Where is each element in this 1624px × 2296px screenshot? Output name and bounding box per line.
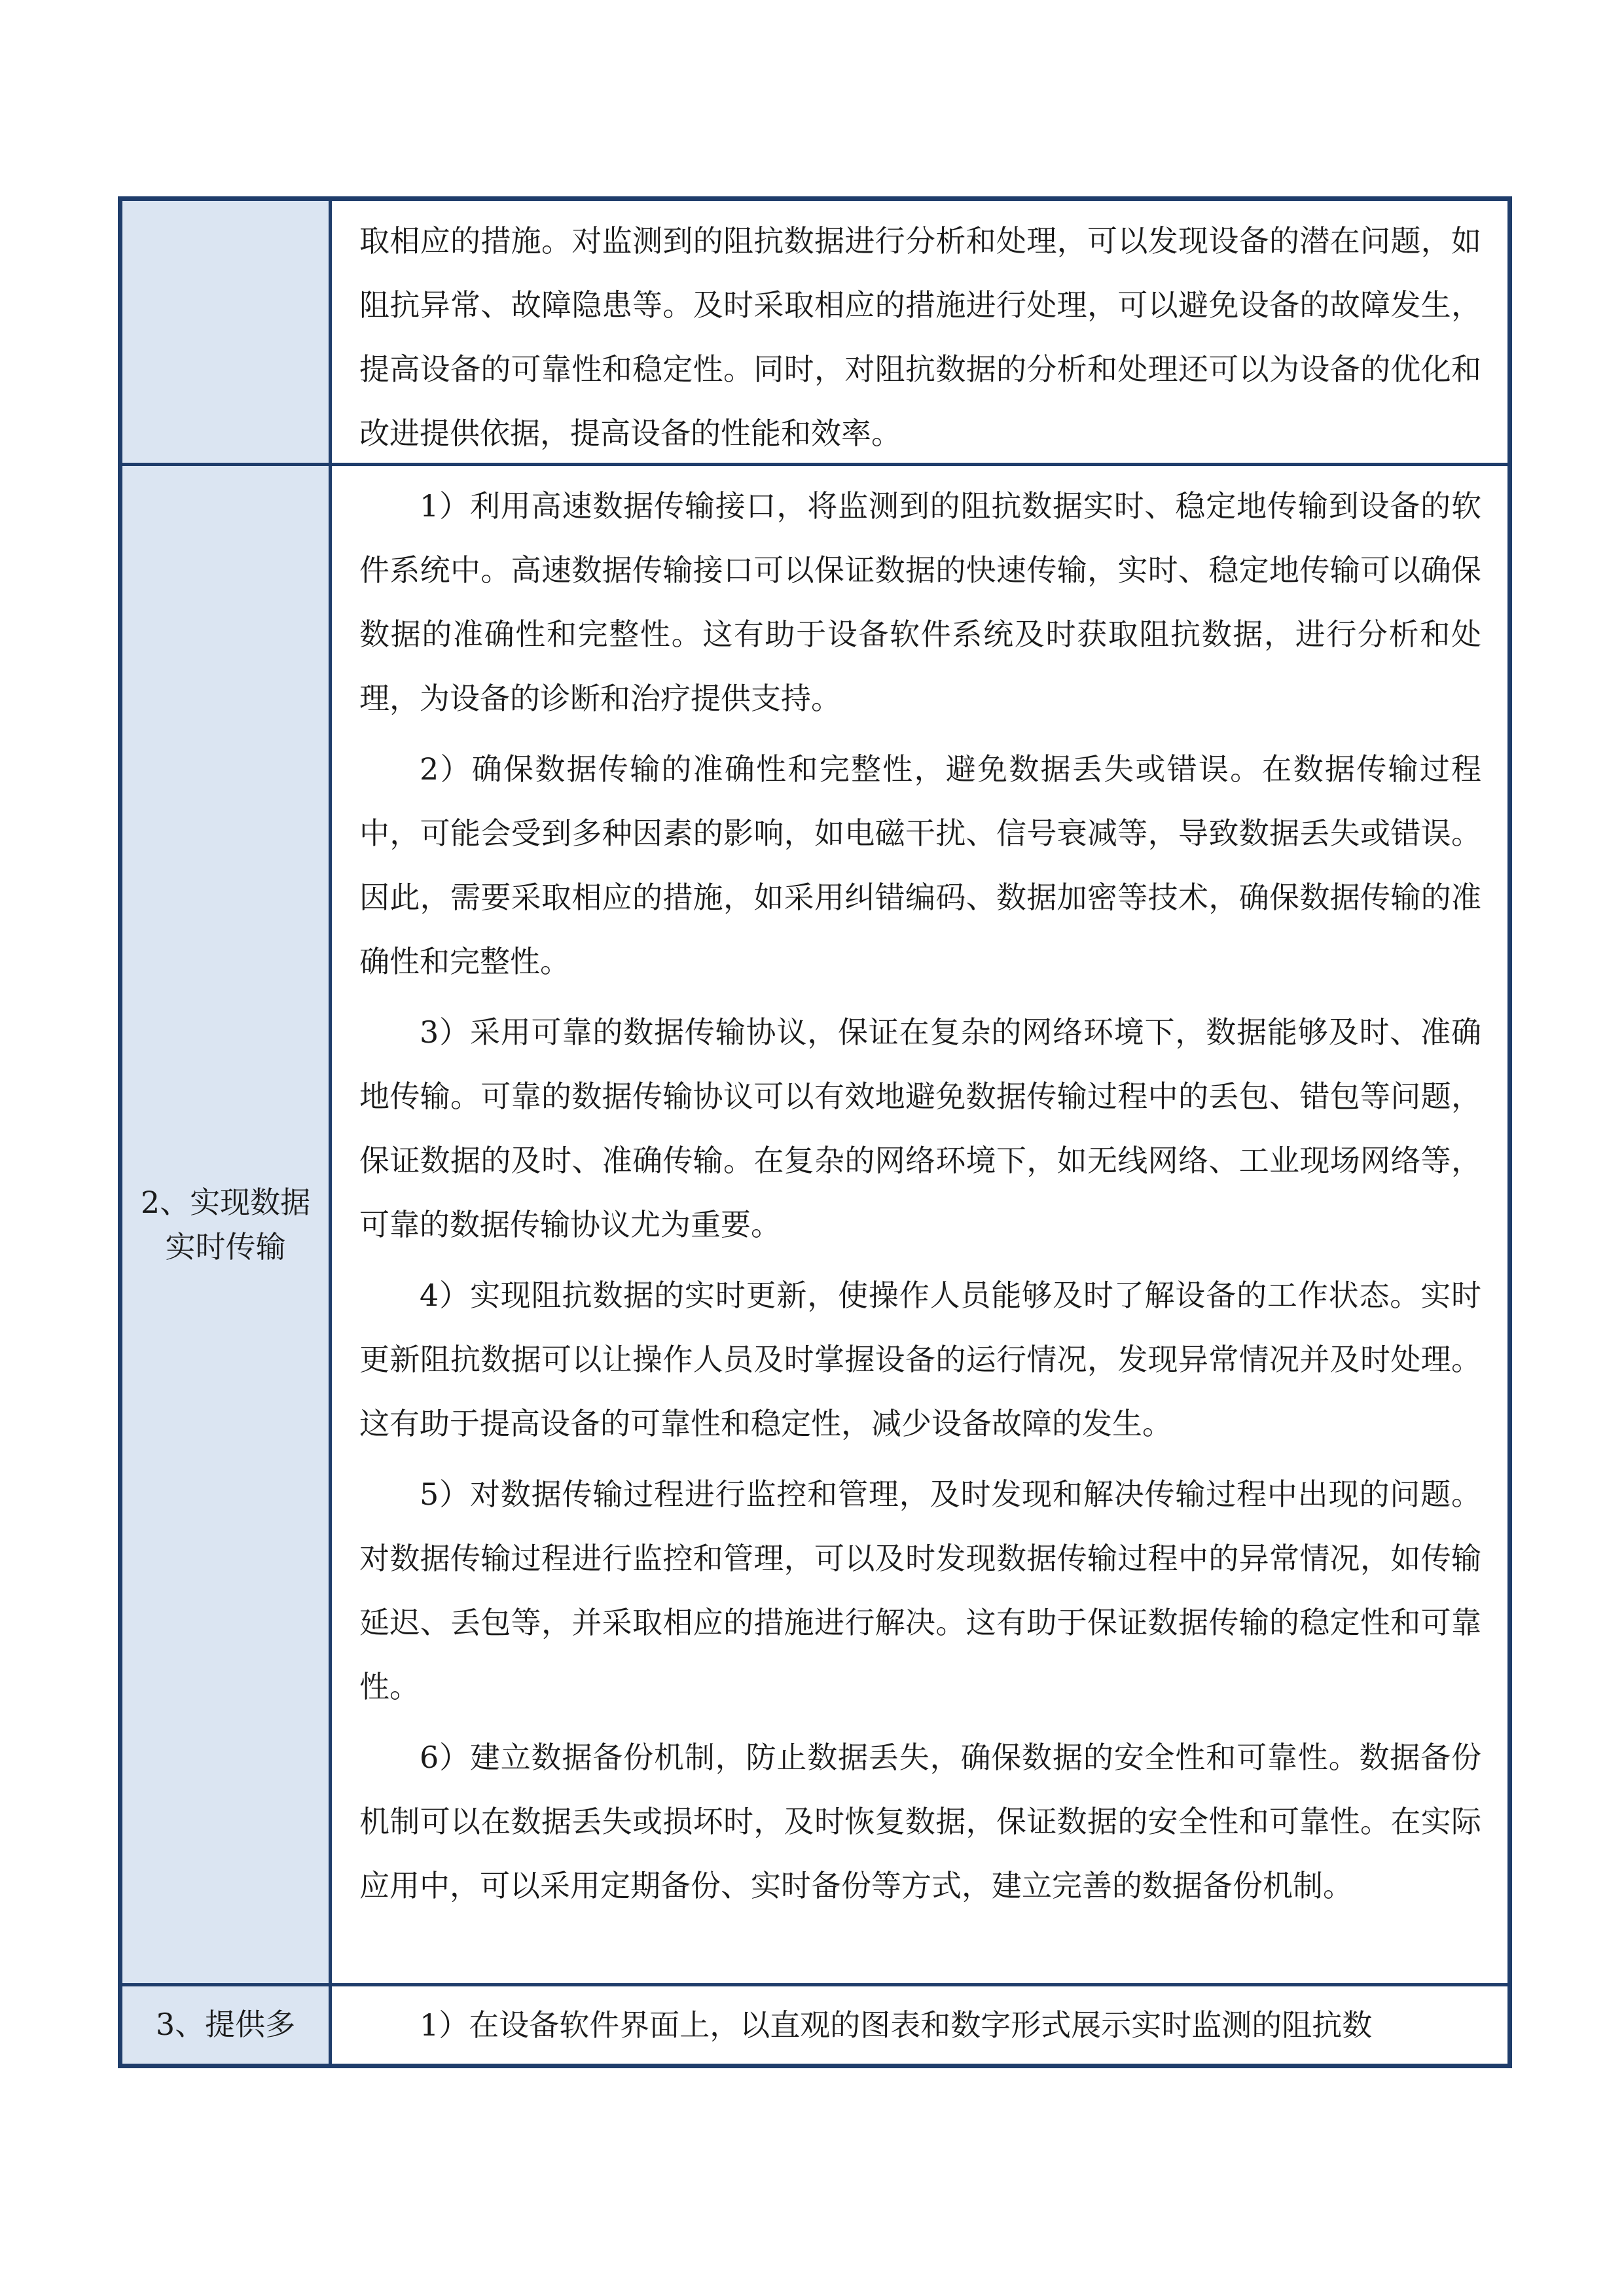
paragraph: 6）建立数据备份机制，防止数据丢失，确保数据的安全性和可靠性。数据备份机制可以在数据丢失或损坏时，及时恢复数据，保证数据的安全性和可靠性。在实际应用中，可以采用定期备份、实时备份等方式，建立完善的数据备份机制。 <box>359 1740 1481 1903</box>
paragraph: 5）对数据传输过程进行监控和管理，及时发现和解决传输过程中出现的问题。对数据传输过程进行监控和管理，可以及时发现数据传输过程中的异常情况，如传输延迟、丢包等，并采取相应的措施进行解决。这有助于保证数据传输的稳定性和可靠性。 <box>359 1477 1481 1704</box>
paragraph: 取相应的措施。对监测到的阻抗数据进行分析和处理，可以发现设备的潜在问题，如阻抗异常、故障隐患等。及时采取相应的措施进行处理，可以避免设备的故障发生，提高设备的可靠性和稳定性。同时，对阻抗数据的分析和处理还可以为设备的优化和改进提供依据，提高设备的性能和效率。 <box>359 223 1481 451</box>
row-label-cell: 2、实现数据实时传输 <box>122 466 332 1983</box>
row-label-cell: 3、提供多 <box>122 1986 332 2064</box>
row-label-cell <box>122 201 332 463</box>
paragraph: 2）确保数据传输的准确性和完整性，避免数据丢失或错误。在数据传输过程中，可能会受到多种因素的影响，如电磁干扰、信号衰减等，导致数据丢失或错误。因此，需要采取相应的措施，如采用纠错编码、数据加密等技术，确保数据传输的准确性和完整性。 <box>359 751 1481 979</box>
row-content-cell <box>332 201 1507 463</box>
table-row <box>122 1983 1507 2064</box>
row-content-cell <box>332 1986 1507 2064</box>
document-table <box>118 196 1512 2068</box>
paragraph: 3）采用可靠的数据传输协议，保证在复杂的网络环境下，数据能够及时、准确地传输。可靠的数据传输协议可以有效地避免数据传输过程中的丢包、错包等问题，保证数据的及时、准确传输。在复杂的网络环境下，如无线网络、工业现场网络等，可靠的数据传输协议尤为重要。 <box>359 1014 1481 1242</box>
table-row <box>122 463 1507 1983</box>
paragraph: 1）在设备软件界面上，以直观的图表和数字形式展示实时监测的阻抗数 <box>420 2007 1373 2043</box>
paragraph: 4）实现阻抗数据的实时更新，使操作人员能够及时了解设备的工作状态。实时更新阻抗数据可以让操作人员及时掌握设备的运行情况，发现异常情况并及时处理。这有助于提高设备的可靠性和稳定性，减少设备故障的发生。 <box>359 1278 1481 1441</box>
row-content-cell <box>332 466 1507 1983</box>
paragraph: 1）利用高速数据传输接口，将监测到的阻抗数据实时、稳定地传输到设备的软件系统中。高速数据传输接口可以保证数据的快速传输，实时、稳定地传输可以确保数据的准确性和完整性。这有助于设备软件系统及时获取阻抗数据，进行分析和处理，为设备的诊断和治疗提供支持。 <box>359 488 1481 716</box>
table-row <box>122 201 1507 463</box>
